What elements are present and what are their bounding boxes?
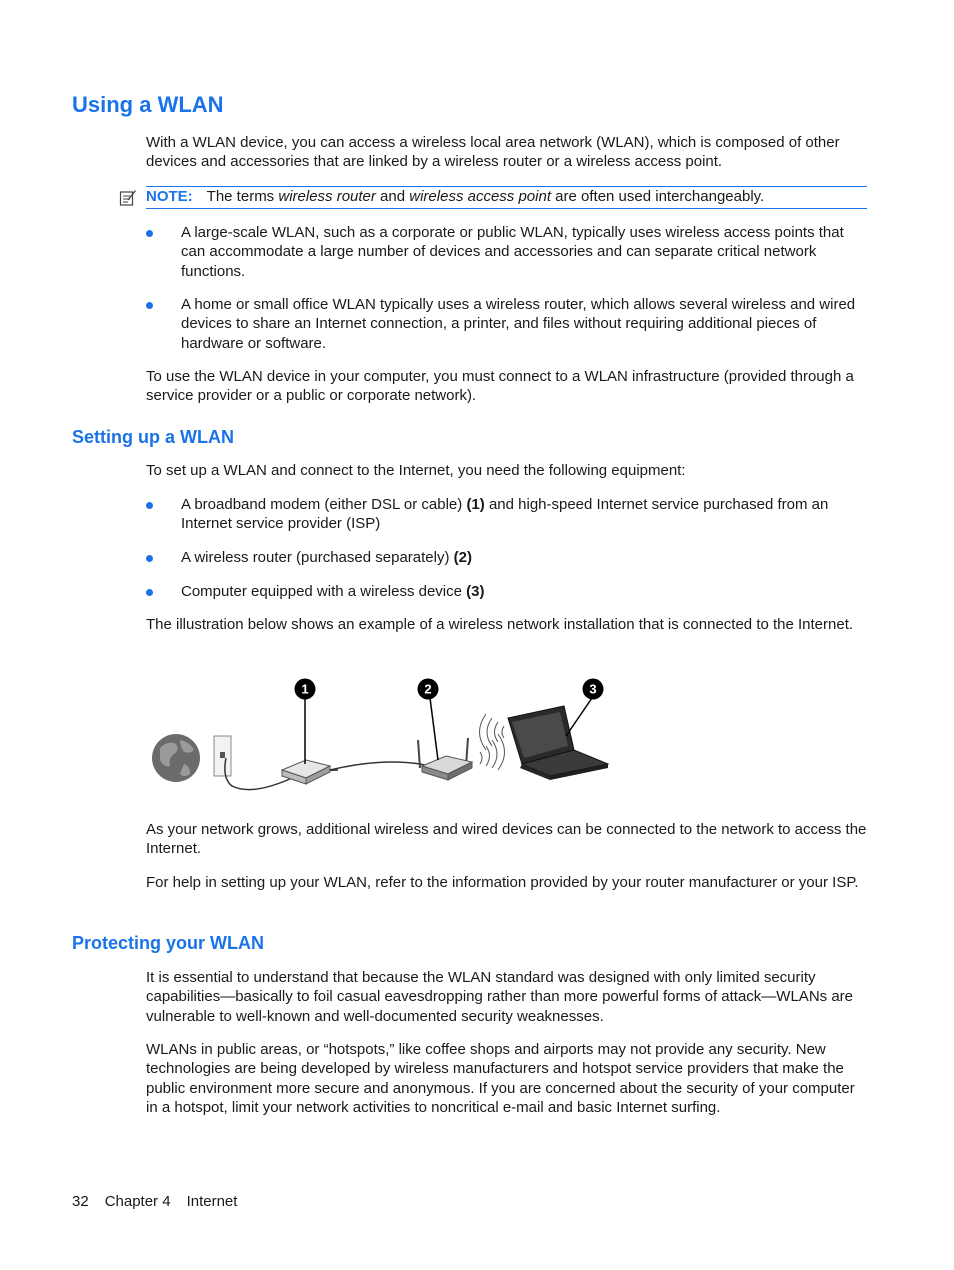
note-text-c: are often used interchangeably. [551,188,765,205]
bullet-icon [146,502,153,509]
router-icon [418,738,472,780]
list-item [146,548,868,567]
chapter-label: Chapter 4 [104,1193,171,1210]
growth-paragraph: As your network grows, additional wireless and wired devices can be connected to the network to access the Internet. [146,821,867,858]
equipment-modem-after: and high-speed Internet service purchased from an Internet service provider (ISP) [181,496,829,533]
equipment-modem-text: A broadband modem (either DSL or cable) [181,496,467,513]
note-box [146,186,867,209]
note-term-router: wireless router [278,188,376,205]
bullet-icon [146,302,153,309]
protect-title: Protecting your WLAN [72,933,264,953]
list-item [146,495,868,534]
note-text-b: and [375,188,410,205]
list-item [146,582,868,601]
page-number: 32 [72,1193,89,1210]
note-text-a: The terms [206,188,279,205]
callout-ref-2: (2) [453,549,472,566]
wifi-signal-icon [480,734,505,770]
chapter-title: Internet [186,1193,238,1210]
callout-2 [418,679,439,700]
wall-jack-icon [214,736,231,776]
list-item [146,223,868,281]
wifi-signal-icon [480,714,505,750]
wlan-illustration [146,668,616,798]
protect-paragraph-2: WLANs in public areas, or “hotspots,” like coffee shops and airports may not provide any security. New technologies are being developed by wireless manufacturers and hotspot service providers that make the public environment more secure and anonymous. If you are concerned about the security of your computer in a hotspot, limit your network activities to noncritical e-mail and basic Internet surfing. [146,1041,855,1116]
list-item [146,295,868,353]
callout-ref-1: (1) [466,496,485,513]
page-footer [72,1193,253,1210]
callout-1 [295,679,316,700]
illustration-intro: The illustration below shows an example of a wireless network installation that is connected to the Internet. [146,616,854,633]
callout-3 [583,679,604,700]
equipment-router-text: A wireless router (purchased separately) [181,549,454,566]
bullet-icon [146,589,153,596]
callout-ref-3: (3) [466,583,485,600]
section-title: Using a WLAN [72,92,224,117]
svg-text:3: 3 [589,681,597,697]
help-paragraph: For help in setting up your WLAN, refer to the information provided by your router manufacturer or your ISP. [146,874,859,891]
protect-paragraph-1: It is essential to understand that because the WLAN standard was designed with only limited security capabilities—basically to foil casual eavesdropping rather than more powerful forms of attack—WLANs are vulnerable to well-known and well-documented security weaknesses. [146,969,853,1025]
bullet-icon [146,230,153,237]
svg-text:2: 2 [424,681,432,697]
bullet-icon [146,555,153,562]
list-item-text: A large-scale WLAN, such as a corporate or public WLAN, typically uses wireless access points that can accommodate a large number of devices and accessories and can separate critical network functions. [181,224,844,280]
laptop-icon [508,706,608,780]
setup-intro: To set up a WLAN and connect to the Internet, you need the following equipment: [146,462,686,479]
outro-paragraph: To use the WLAN device in your computer, you must connect to a WLAN infrastructure (provided through a service provider or a public or corporate network). [146,368,854,405]
svg-text:1: 1 [301,681,309,697]
equipment-computer-text: Computer equipped with a wireless device [181,583,467,600]
globe-icon [152,734,200,782]
note-term-access-point: wireless access point [409,188,551,205]
note-icon [119,189,137,207]
setup-title: Setting up a WLAN [72,427,234,447]
intro-paragraph: With a WLAN device, you can access a wireless local area network (WLAN), which is composed of other devices and accessories that are linked by a wireless router or a wireless access point. [146,134,840,171]
note-label: NOTE: [146,188,193,205]
modem-icon [282,760,330,784]
list-item-text: A home or small office WLAN typically uses a wireless router, which allows several wireless and wired devices to share an Internet connection, a printer, and files without requiring additional pieces of hardware or software. [181,296,856,352]
